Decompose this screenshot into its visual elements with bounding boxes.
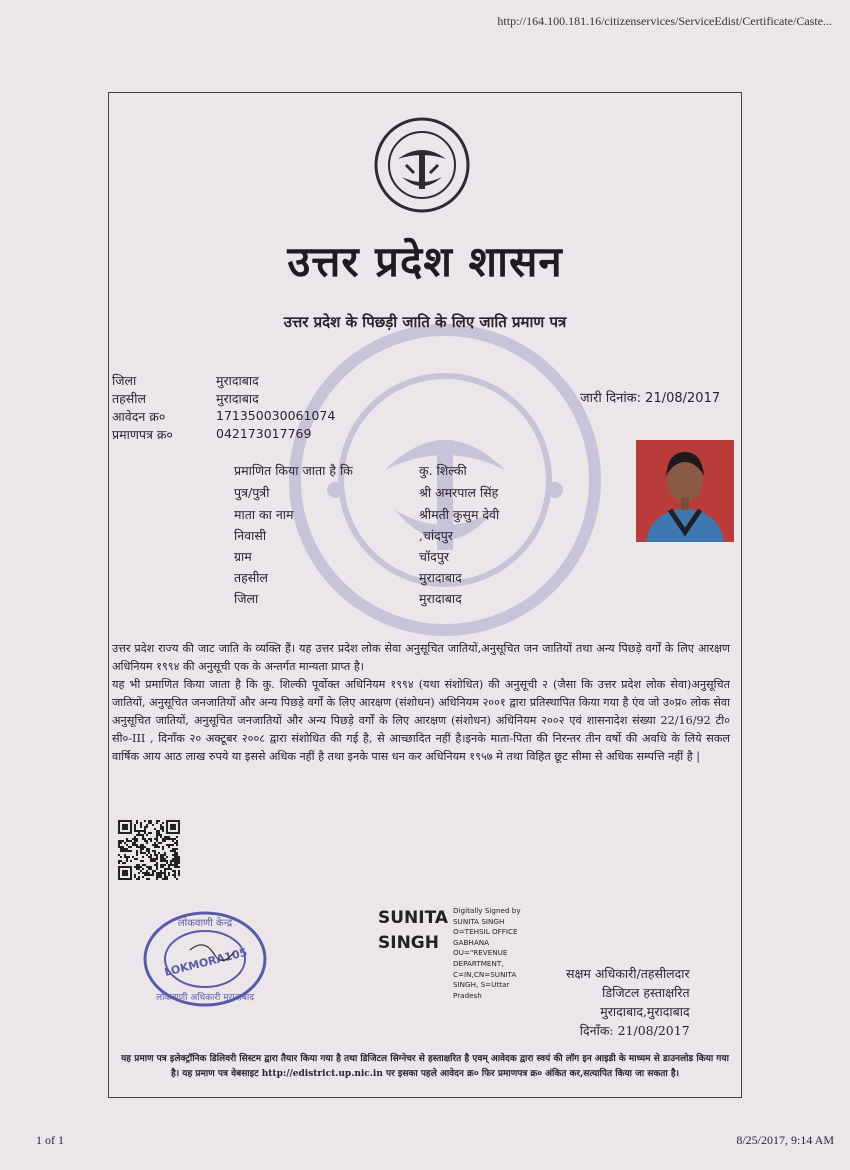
svg-text:LOKMORA105: LOKMORA105: [163, 945, 249, 979]
field-label: तहसील: [112, 391, 146, 406]
field-value: 171350030061074: [216, 408, 336, 423]
detail-label: जिला: [234, 591, 259, 606]
detail-value: चॉदपुर: [419, 549, 450, 564]
print-datetime: 8/25/2017, 9:14 AM: [736, 1133, 834, 1147]
header-field: [112, 372, 259, 389]
header-field: [112, 426, 311, 443]
field-value: 042173017769: [216, 426, 312, 441]
detail-label: माता का नाम: [234, 507, 294, 522]
sig-meta-line: SUNITA SINGH: [453, 916, 505, 926]
detail-value: कु. शिल्की: [419, 463, 467, 478]
detail-label: निवासी: [234, 528, 267, 543]
issue-date: जारी दिनांक: 21/08/2017: [580, 391, 721, 406]
verification-note: यह प्रमाण पत्र इलेक्ट्रॉनिक डिलिवरी सिस्टम द्वारा तैयार किया गया है तथा डिजिटल सिग्नेचर से हस्ताक्षरित है एवम् आवेदक द्वारा स्वयं की लॉग इन आइडी के माध्यम से डाउनलोड किया गया है। यह प्रमाण पत्र वेबसाइट http://edistrict.up.nic.in पर इसका पहले आवेदन क्र० फिर प्रमाणपत्र क्र० अंकित कर,सत्यापित किया जा सकता है।: [121, 1054, 729, 1079]
detail-row: [234, 527, 453, 544]
detail-value: श्रीमती कुसुम देवी: [419, 507, 500, 522]
certificate-title: उत्तर प्रदेश शासन: [287, 237, 563, 286]
detail-row: [234, 590, 462, 607]
up-government-emblem-icon: [372, 115, 472, 215]
sig-meta-line: Digitally Signed by: [453, 906, 521, 915]
svg-text:लोकवाणी अधिकारी मुरादाबाद: लोकवाणी अधिकारी मुरादाबाद: [156, 993, 254, 1003]
officer-date: दिनाँक: 21/08/2017: [579, 1023, 690, 1038]
officer-digital-sign: डिजिटल हस्ताक्षरित: [602, 985, 690, 1000]
body-paragraph: उत्तर प्रदेश राज्य की जाट जाति के व्यक्ति हैं। यह उत्तर प्रदेश लोक सेवा अनुसूचित जातियों,अनुसूचित जन जातियों तथा अन्य पिछड़े वर्गों के लिए आरक्षण अधिनियम १९९४ की अनुसूची एक के अन्तर्गत मान्यता प्राप्त है।: [112, 642, 730, 673]
sig-meta-line: DEPARTMENT,: [453, 958, 504, 968]
office-stamp-icon: [142, 910, 268, 1008]
detail-row: [234, 569, 462, 586]
issuing-officer: [566, 964, 690, 1040]
officer-designation: सक्षम अधिकारी/तहसीलदार: [566, 966, 690, 981]
body-paragraph: यह भी प्रमाणित किया जाता है कि कु. शिल्की पूर्वोक्त अधिनियम १९९४ (यथा संशोधित) की अनुसूची २ (जैसा कि उत्तर प्रदेश लोक सेवा)अनुसूचित जातियों, अनुसूचित जनजातियों और अन्य पिछड़े वर्गों के लिए आरक्षण (संशोधन) अधिनियम २००१ द्वारा प्रतिस्थापित किया गया है एंव जो उ०प्र० लोक सेवा अनुसूचित जातियों, अनुसूचित जनजातियों और अन्य पिछड़े वर्गों के लिए आरक्षण (संशोधन) अधिनियम २००२ एवं शासनादेश संख्या 22/16/92 टी० सी०-III , दिनाँक २० अक्टूबर २००८ द्वारा संशोधित की गई है, से आच्छादित नहीं है।इनके माता-पिता की निरन्तर तीन वर्षो की अवधि के लिये सकल वार्षिक आय आठ लाख रुपये या इससे अधिक नहीं है तथा इनके पास धन कर अधिनियम १९५७ मे तथा विहित छूट सीमा से अधिक सम्पत्ति नहीं है |: [112, 678, 730, 763]
svg-text:लोकवाणी केन्द्र: लोकवाणी केन्द्र: [177, 918, 233, 929]
applicant-photo: [636, 440, 734, 542]
field-label: प्रमाणपत्र क्र०: [112, 427, 173, 442]
header-field: [112, 408, 335, 425]
detail-value: श्री अमरपाल सिंह: [419, 485, 499, 500]
detail-label: पुत्र/पुत्री: [234, 485, 270, 500]
sig-meta-line: GABHANA: [453, 937, 490, 947]
detail-row: [234, 548, 449, 565]
detail-value: मुरादाबाद: [419, 570, 462, 585]
officer-location: मुरादाबाद,मुरादाबाद: [600, 1004, 690, 1019]
sig-meta-line: OU="REVENUE: [453, 948, 508, 958]
sig-meta-line: SINGH, S=Uttar: [453, 980, 510, 990]
detail-row: [234, 484, 498, 501]
certificate-body: [112, 640, 730, 766]
detail-label: ग्राम: [234, 549, 252, 564]
detail-label: प्रमाणित किया जाता है कि: [234, 463, 353, 478]
field-label: जिला: [112, 373, 137, 388]
detail-row: [234, 462, 467, 479]
field-label: आवेदन क्र०: [112, 409, 166, 424]
signer-last-name: SINGH: [378, 933, 439, 953]
sig-meta-line: Pradesh: [453, 990, 482, 1000]
detail-row: [234, 506, 499, 523]
print-url: http://164.100.181.16/citizenservices/ServiceEdist/Certificate/Caste...: [497, 14, 832, 28]
certificate-subtitle: उत्तर प्रदेश के पिछड़ी जाति के लिए जाति प्रमाण पत्र: [283, 313, 567, 331]
header-field: [112, 390, 259, 407]
field-value: मुरादाबाद: [216, 391, 259, 406]
digital-signature-details: [453, 906, 533, 1001]
digital-signature-name: [378, 906, 448, 956]
detail-label: तहसील: [234, 570, 268, 585]
field-value: मुरादाबाद: [216, 373, 259, 388]
signer-first-name: SUNITA: [378, 908, 449, 928]
qr-code-icon: [118, 820, 180, 880]
sig-meta-line: O=TEHSIL OFFICE: [453, 927, 518, 937]
sig-meta-line: C=IN,CN=SUNITA: [453, 969, 517, 979]
print-page-number: 1 of 1: [36, 1133, 64, 1147]
detail-value: ,चांदपुर: [419, 528, 453, 543]
detail-value: मुरादाबाद: [419, 591, 462, 606]
